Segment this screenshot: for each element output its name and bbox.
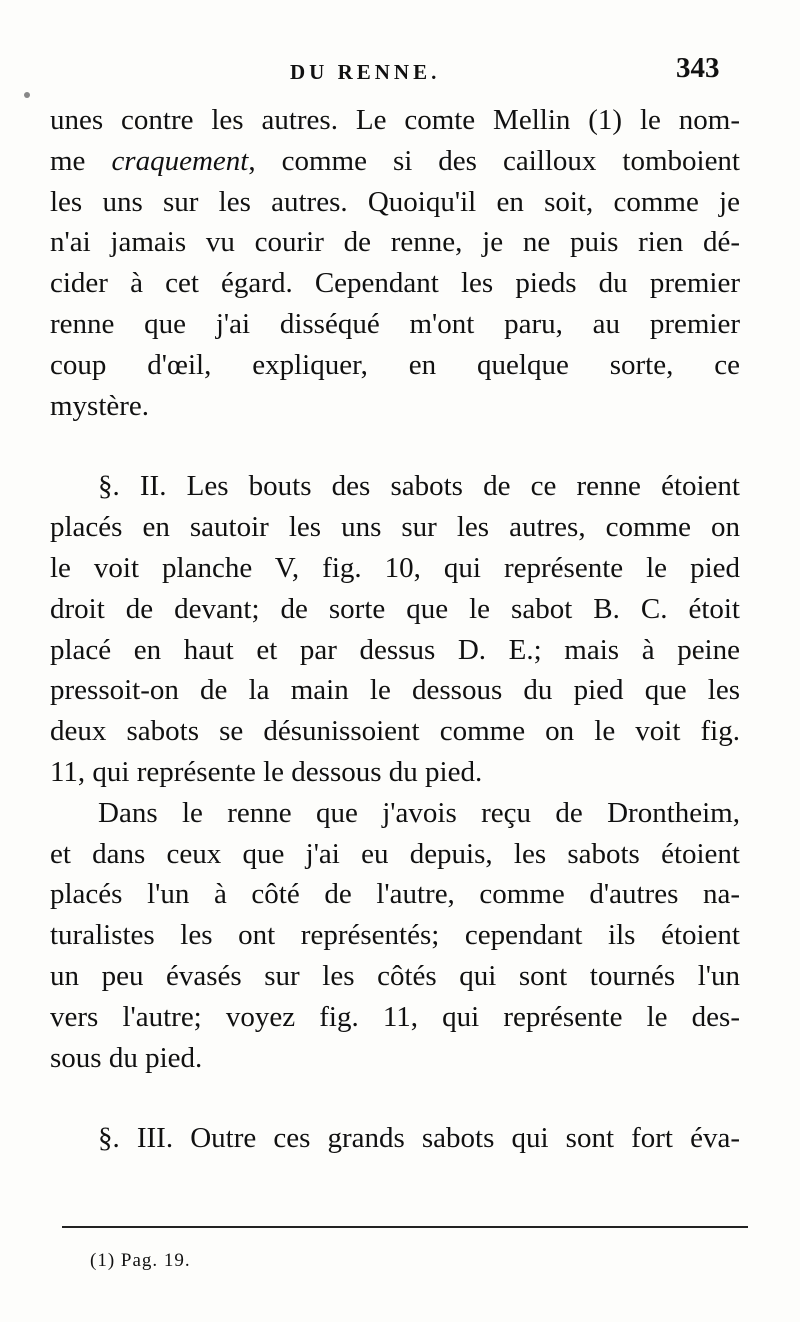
text-line: un peu évasés sur les côtés qui sont tournés l'un bbox=[50, 959, 740, 992]
paragraph-3 bbox=[50, 793, 740, 1079]
margin-mark bbox=[24, 92, 30, 98]
text-line: droit de devant; de sorte que le sabot B. C. étoit bbox=[50, 592, 740, 625]
page-number: 343 bbox=[676, 52, 720, 84]
text-line: placé en haut et par dessus D. E.; mais à peine bbox=[50, 633, 740, 666]
text-line: placés en sautoir les uns sur les autres, comme on bbox=[50, 511, 740, 544]
text-segment: , comme si des cailloux tomboient bbox=[248, 144, 740, 177]
text-line: cider à cet égard. Cependant les pieds du premier bbox=[50, 267, 740, 300]
paragraph-gap bbox=[50, 1078, 740, 1118]
text-line: turalistes les ont représentés; cependant ils étoient bbox=[50, 919, 740, 952]
text-segment: me bbox=[50, 144, 112, 177]
text-line: 11, qui représente le dessous du pied. bbox=[50, 755, 483, 788]
text-line: pressoit-on de la main le dessous du pied que les bbox=[50, 674, 740, 707]
text-line bbox=[50, 141, 740, 182]
text-line: sous du pied. bbox=[50, 1041, 203, 1074]
text-line: coup d'œil, expliquer, en quelque sorte, ce bbox=[50, 348, 740, 381]
footnote-rule bbox=[62, 1226, 748, 1228]
paragraph-4 bbox=[50, 1118, 740, 1159]
footnote: (1) Pag. 19. bbox=[90, 1250, 191, 1271]
text-line: les uns sur les autres. Quoiqu'il en soit, comme je bbox=[50, 185, 740, 218]
text-line: Dans le renne que j'avois reçu de Drontheim, bbox=[98, 796, 740, 829]
text-line: vers l'autre; voyez fig. 11, qui représente le des- bbox=[50, 1000, 740, 1033]
running-head: DU RENNE. bbox=[290, 60, 441, 84]
paragraph-2 bbox=[50, 466, 740, 792]
text-line: §. II. Les bouts des sabots de ce renne étoient bbox=[98, 470, 740, 503]
page-header bbox=[0, 52, 800, 92]
text-line: renne que j'ai disséqué m'ont paru, au premier bbox=[50, 307, 740, 340]
text-line: le voit planche V, fig. 10, qui représente le pied bbox=[50, 551, 740, 584]
text-line: et dans ceux que j'ai eu depuis, les sabots étoient bbox=[50, 837, 740, 870]
text-line: mystère. bbox=[50, 389, 150, 422]
paragraph-1 bbox=[50, 100, 740, 426]
text-line: deux sabots se désunissoient comme on le voit fig. bbox=[50, 715, 740, 748]
text-line: unes contre les autres. Le comte Mellin (1) le nom- bbox=[50, 104, 740, 136]
text-line: §. III. Outre ces grands sabots qui sont fort éva- bbox=[98, 1122, 740, 1155]
text-line: placés l'un à côté de l'autre, comme d'autres na- bbox=[50, 878, 740, 911]
text-line: n'ai jamais vu courir de renne, je ne puis rien dé- bbox=[50, 226, 740, 259]
italic-word: craquement bbox=[111, 144, 249, 177]
paragraph-gap bbox=[50, 426, 740, 466]
body-text bbox=[50, 100, 740, 1159]
